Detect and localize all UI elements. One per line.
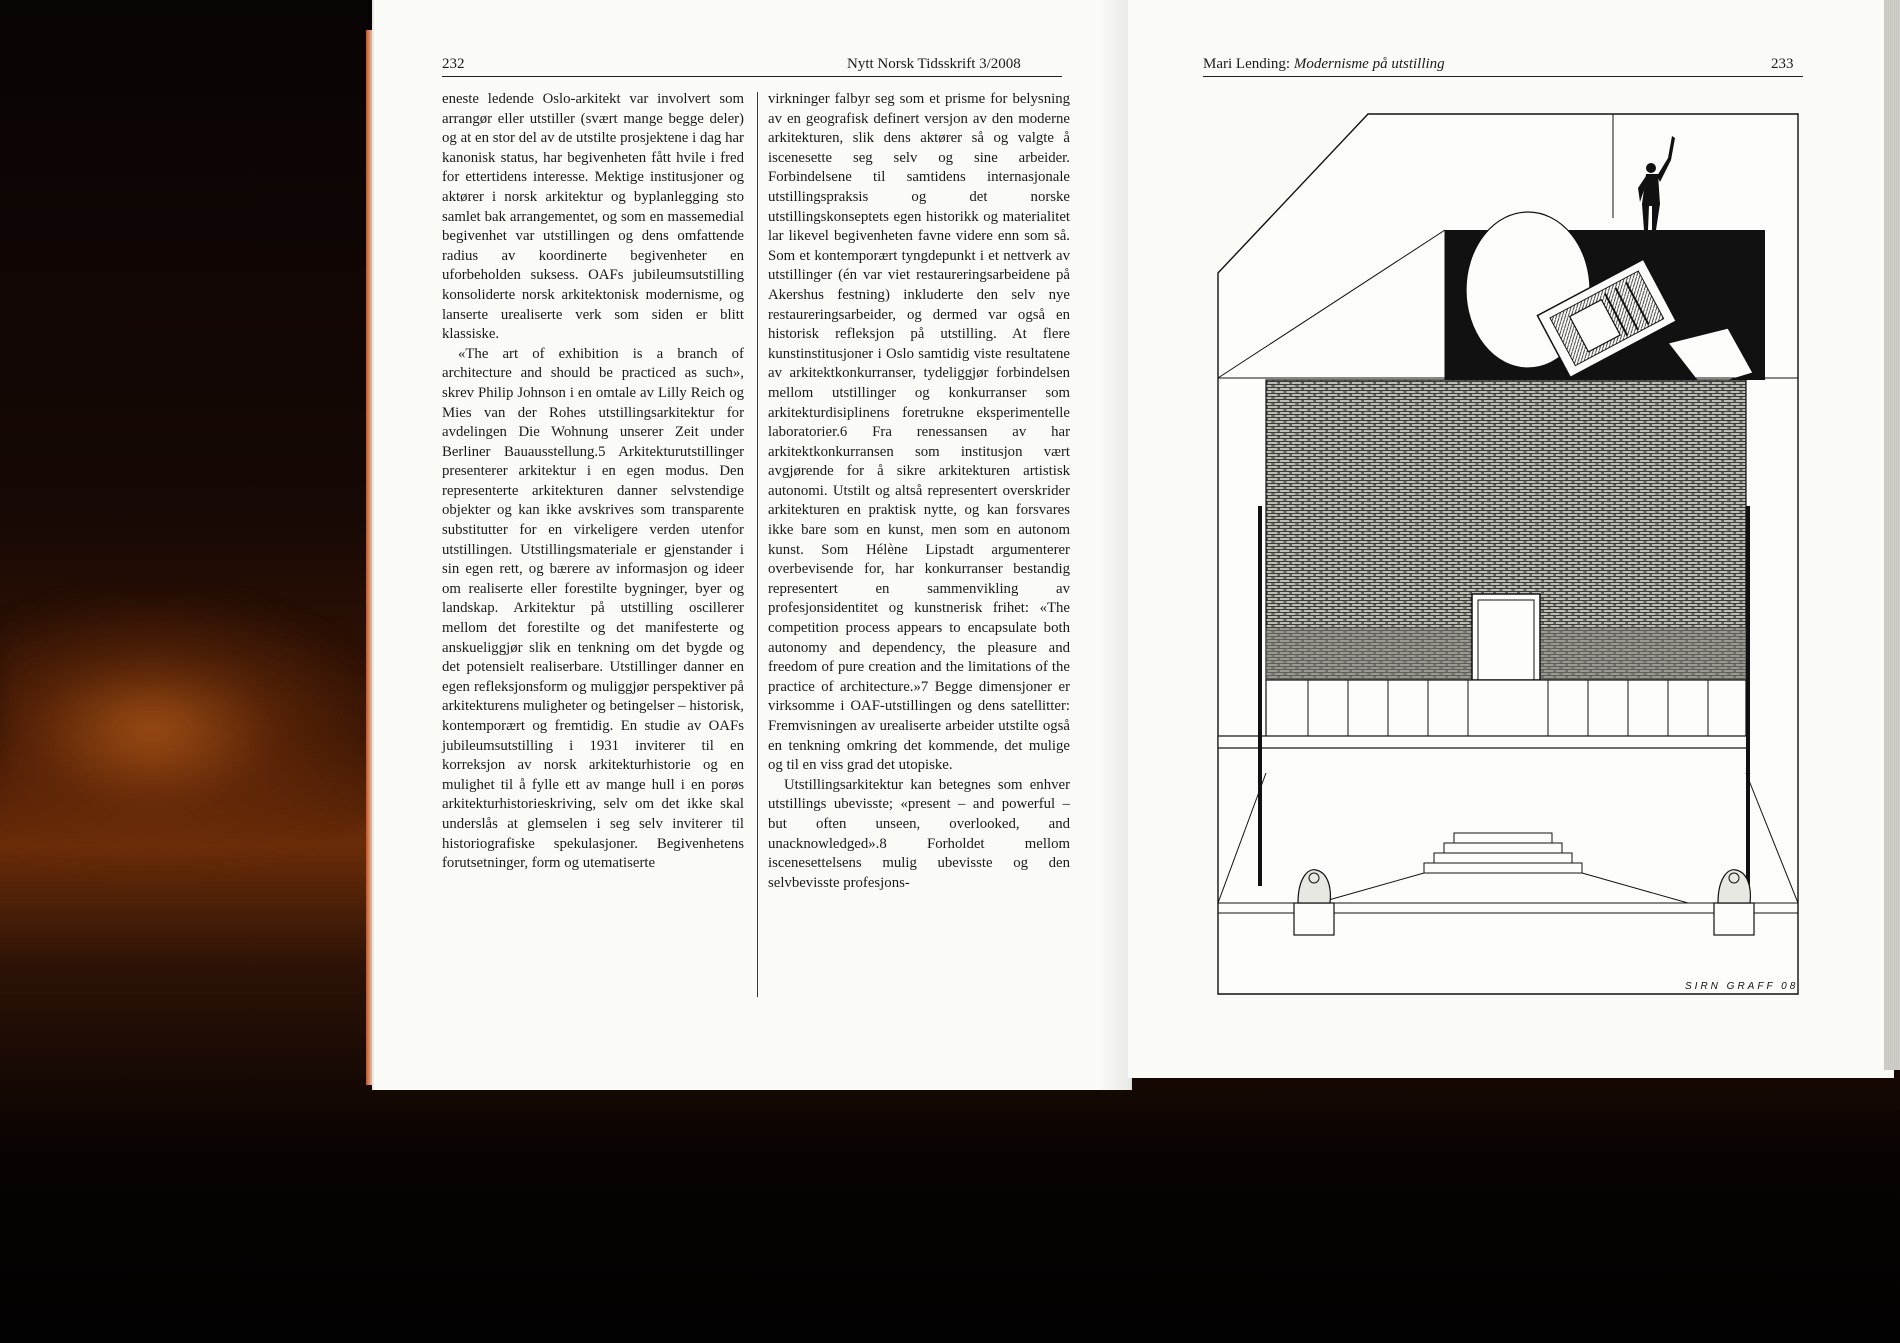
illustration-signature: SIRN GRAFF 08 [1685, 981, 1799, 992]
architectural-illustration [1198, 108, 1818, 998]
text-column-2 [768, 90, 1070, 893]
page-number-left: 232 [442, 56, 465, 72]
header-rule-right [1203, 76, 1803, 77]
illustration-drawing [1198, 108, 1818, 998]
paragraph: Utstillingsarkitektur kan betegnes som enhver utstillings ubevisste; «present – and powerful – but often unseen, overlooked, and unacknowledged».8 Forholdet mellom iscenesettelsens mulig ubevisste og den selvbevisste profesjons- [768, 776, 1070, 891]
right-page [1128, 0, 1894, 1078]
book-edge-right [1884, 0, 1900, 1070]
column-divider [757, 92, 758, 997]
running-head-author: Mari Lending: Modernisme på utstilling [1203, 56, 1445, 72]
running-head-journal: Nytt Norsk Tidsskrift 3/2008 [847, 56, 1021, 72]
paragraph: eneste ledende Oslo-arkitekt var involvert som arrangør eller utstiller (svært mange begge deler) og at en stor del av de utstilte prosjektene i dag har kanonisk status, har begivenheten fått hvile i fred for ettertidens interesse. Mektige institusjoner og aktører i norsk arkitektur og byplanlegging sto samlet bak arrangementet, og som en massemedial begivenhet var utstillingen og dens omfattende radius av koordinerte begivenheter en uforbeholden suksess. OAFs jubileumsutstilling konsoliderte norsk arkitektonisk modernisme, og lanserte urealiserte verk som siden er blitt klassiske. [442, 91, 744, 343]
header-rule-left [442, 76, 1062, 77]
left-page [372, 0, 1132, 1090]
paragraph: «The art of exhibition is a branch of architecture and should be practiced as such», skrev Philip Johnson i en omtale av Lilly Reich og Mies van der Rohes utstillingsarkitektur for avdelingen Die Wohnung unserer Zeit under Berliner Bauausstellung.5 Arkitekturutstillinger presenterer arkitektur i en egen modus. Den representerte arkitekturen danner selvstendige objekter og kan ikke avskrives som transparente substitutter for en virkeligere verden utenfor utstillingen. Utstillingsmateriale er gjenstander i sin egen rett, og bærere av informasjon og ideer om realiserte eller forestilte bygninger, byer og landskap. Arkitektur på utstilling oscillerer mellom det forestilte og det manifesterte og anskueliggjør slik en tenkning om det bygde og det potensielt realiserbare. Utstillinger danner en egen refleksjonsform og muliggjør perspektiver på arkitekturens muligheter og betingelser – historisk, kontemporært og fremtidig. En studie av OAFs jubileumsutstilling i 1931 inviterer til en korreksjon av norsk arkitekturhistorie og en mulighet til å fylle ett av mange hull i en porøs arkitekturhistorieskriving, selv om det ikke skal underslås at glemselen i seg selv inviterer til historiografiske spekulasjoner. Begivenhetens forutsetninger, form og utematiserte [442, 345, 744, 872]
paragraph: virkninger falbyr seg som et prisme for belysning av en geografisk definert versjon av den moderne arkitekturen, slik dens aktører så og valgte å iscenesette seg selv og sine arbeider. Forbindelsene til samtidens internasjonale utstillingspraksis og det norske utstillingskonseptets egen historikk og materialitet lar likevel begivenheten favne videre enn som så. Som et kontemporært tyngdepunkt i et nettverk av utstillinger (én var viet restaureringsarbeidene på Akershus festning) inkluderte den selv nye restaureringsarbeider, og dermed var også en historisk refleksjon på utstilling. At flere kunstinstitusjoner i Oslo samtidig viste resultatene av arkitektkonkurranser, tydeliggjør forbindelsen mellom utstillinger og konkurranser som arkitekturdisiplinens foretrukne eksperimentelle laboratorier.6 Fra renessansen av har arkitektkonkurransen som institusjon vært avgjørende for å sikre arkitekturen artistisk autonomi. Utstilt og altså representert overskrider arkitekturen en praktisk nytte, og kan forsvares ikke bare som en kunst, men som en autonom kunst. Som Hélène Lipstadt argumenterer overbevisende for, har konkurranser bestandig representert en sammenvikling av profesjonsidentitet og kunstnerisk frihet: «The competition process appears to encapsulate both autonomy and dependency, the pleasure and freedom of pure creation and the limitations of the practice of architecture.»7 Begge dimensjoner er virksomme i OAF-utstillingen og dens satellitter: Fremvisningen av urealiserte arbeider utstilte også en tenkning omkring det kommende, det mulige og til en viss grad det utopiske. [768, 91, 1070, 774]
background-glow [0, 600, 380, 860]
page-number-right: 233 [1771, 56, 1794, 72]
text-column-1 [442, 90, 744, 874]
